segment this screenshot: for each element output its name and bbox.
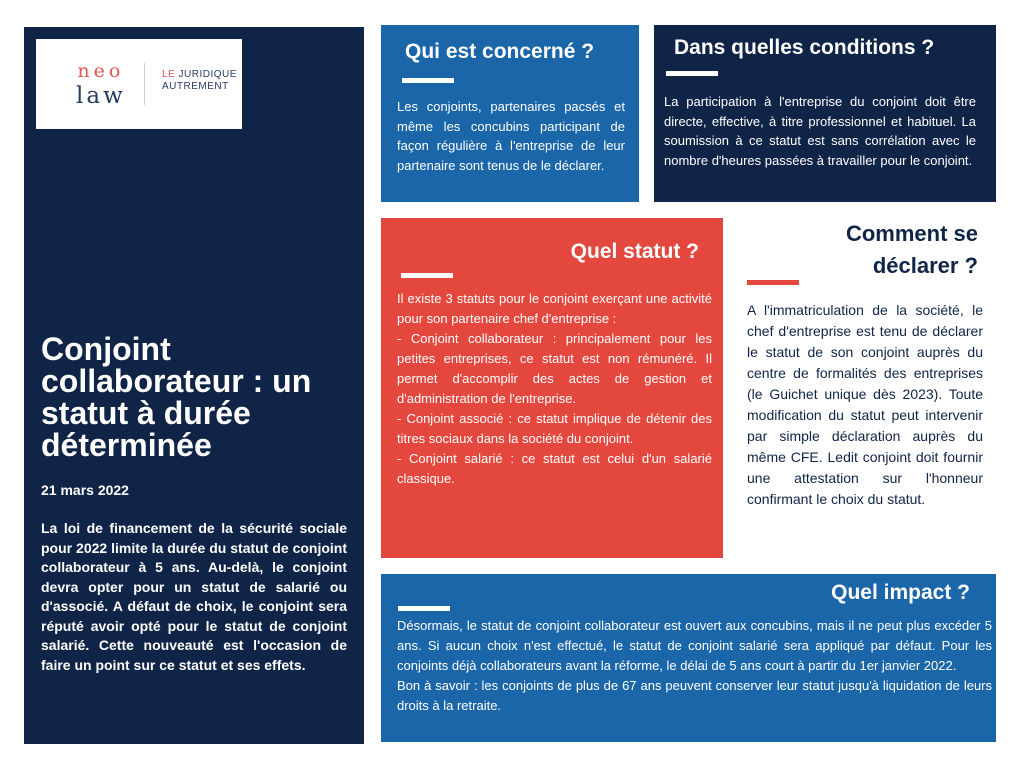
- title-underline: [747, 280, 799, 285]
- publication-date: 21 mars 2022: [41, 482, 129, 498]
- impact-paragraph-1: Désormais, le statut de conjoint collaborateur est ouvert aux concubins, mais il ne peut plus excéder 5 ans. Si aucun choix n'est effectué, le statut de conjoint salarié sera appliqué par défaut. Pour les conjoints déjà collaborateurs avant la réforme, le délai de 5 ans court à partir du 1er janvier 2022.: [397, 618, 992, 673]
- impact-text: [397, 616, 992, 716]
- intro-text: La loi de financement de la sécurité sociale pour 2022 limite la durée du statut de conjoint collaborateur à 5 ans. Au-delà, le conjoint devra opter pour un statut de salarié ou d'associé. A défaut de choix, le conjoint sera réputé avoir opté pour le statut de conjoint salarié. Cette nouveauté est l'occasion de faire un point sur ce statut et ses effets.: [41, 520, 347, 673]
- intro-panel: [24, 27, 364, 744]
- page-title: Conjoint collaborateur : un statut à durée déterminée: [41, 331, 312, 463]
- status-title: Quel statut ?: [570, 240, 699, 263]
- declaration-title-line1: Comment se: [845, 221, 978, 246]
- status-text: [397, 289, 712, 489]
- conditions-panel: [654, 25, 996, 202]
- declaration-text: A l'immatriculation de la société, le chef d'entreprise est tenu de déclarer le statut de son conjoint auprès du centre de formalités des entreprises (le Guichet unique dès 2023). Toute modification du statut peut intervenir par simple déclaration auprès du même CFE. Ledit conjoint doit fournir une attestation sur l'honneur confirmant le choix du statut.: [747, 302, 983, 507]
- conditions-title: Dans quelles conditions ?: [674, 36, 935, 59]
- title-underline: [666, 71, 718, 76]
- conditions-text: La participation à l'entreprise du conjoint doit être directe, effective, à titre professionnel et habituel. La soumission à ce statut est sans corrélation avec le nombre d'heures passées à travailler pour le conjoint.: [664, 94, 976, 168]
- logo-divider: [144, 63, 145, 105]
- neolaw-logo: [36, 39, 242, 129]
- title-underline: [402, 78, 454, 83]
- status-panel: [381, 218, 723, 558]
- declaration-title: [846, 218, 978, 282]
- logo-tagline-line1: JURIDIQUE: [178, 69, 237, 80]
- logo-tagline-line2: AUTREMENT: [162, 81, 229, 92]
- status-intro: Il existe 3 statuts pour le conjoint exerçant une activité pour son partenaire chef d'entreprise :: [397, 291, 712, 326]
- impact-title: Quel impact ?: [831, 581, 970, 604]
- who-concerned-text: Les conjoints, partenaires pacsés et même les concubins participant de façon régulière à l'entreprise de leur partenaire sont tenus de le déclarer.: [397, 99, 625, 173]
- title-underline: [401, 273, 453, 278]
- declaration-panel: [739, 218, 996, 558]
- logo-neo: neo: [77, 60, 125, 82]
- status-item-salarie: - Conjoint salarié : ce statut est celui d'un salarié classique.: [397, 451, 712, 486]
- who-concerned-panel: [381, 25, 639, 202]
- who-concerned-title: Qui est concerné ?: [405, 40, 595, 63]
- logo-law: law: [76, 83, 126, 109]
- impact-paragraph-2: Bon à savoir : les conjoints de plus de 67 ans peuvent conserver leur statut jusqu'à liquidation de leurs droits à la retraite.: [397, 678, 992, 713]
- status-item-collaborateur: - Conjoint collaborateur : principalement pour les petites entreprises, ce statut est non rémunéré. Il permet d'accomplir des actes de gestion et d'administration de l'entreprise.: [397, 331, 712, 406]
- logo-tagline-accent: LE: [162, 69, 176, 80]
- impact-panel: [381, 574, 996, 742]
- declaration-title-line2: déclarer ?: [872, 253, 978, 278]
- status-item-associe: - Conjoint associé : ce statut implique de détenir des titres sociaux dans la société du conjoint.: [397, 411, 712, 446]
- logo-wordmark: [76, 59, 126, 109]
- title-underline: [398, 606, 450, 611]
- logo-tagline: [162, 69, 237, 93]
